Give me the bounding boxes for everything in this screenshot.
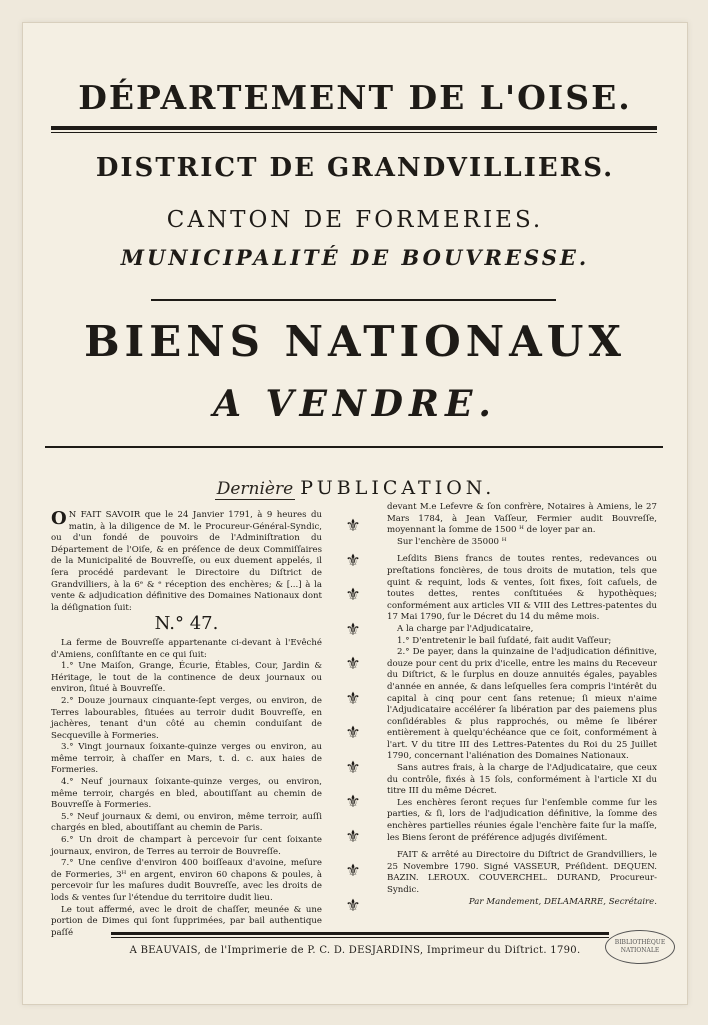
fleur-de-lis-icon: ⚜ [345, 895, 361, 916]
double-rule-top [51, 126, 657, 130]
canton-heading: CANTON DE FORMERIES. [166, 207, 544, 233]
fleur-de-lis-icon: ⚜ [345, 792, 361, 812]
intro-caps: N FAIT SAVOIR [68, 510, 141, 520]
fleur-de-lis-icon: ⚜ [345, 723, 361, 743]
fleur-de-lis-icon: ⚜ [345, 654, 361, 674]
right-paragraph: Leſdits Biens francs de toutes rentes, redevances ou preſtations foncières, de tous droits de mutation, tels que quint & requint, lods & ventes, ſoit fixes, ſoit caſuels, de toutes dettes, rentes conſtituées & hypothèques; conformément aux articles VII & VIII des Lettres-patentes du 17 Mai 1790, ſur le Décret du 14 du même mois. [387, 554, 657, 623]
poster-sheet [22, 22, 688, 1005]
double-rule-bottom-thin [111, 937, 609, 938]
fleur-de-lis-column [341, 513, 365, 927]
divider-rule-long [45, 446, 663, 448]
right-paragraph: 1.° D'entretenir le bail ſuſdaté, fait audit Vaſſeur; [397, 635, 612, 646]
left-paragraph: 3.° Vingt journaux ſoixante-quinze verges ou environ, au même terroir, à chaſſer en Mars, t. d. c. aux haies de Formeries. [51, 742, 322, 776]
fleur-de-lis-icon: ⚜ [345, 585, 361, 605]
fleur-de-lis-icon: ⚜ [345, 757, 361, 778]
drop-cap: O [51, 508, 67, 529]
handwritten-annotation: Dernière [216, 479, 294, 499]
left-paragraph: 7.° Une cenſive d'environ 400 boiſſeaux d'avoine, meſure de Formeries, 3ᴴ en argent, environ 60 chapons & poules, à percevoir ſur les maſures dudit Bouvreſſe, avec les droits de lods & ventes ſur l'étendue du territoire dudit lieu. [51, 858, 322, 903]
municipality-heading: MUNICIPALITÉ DE BOUVRESSE. [120, 245, 590, 270]
printer-imprint: A BEAUVAIS, de l'Imprimerie de P. C. D. DESJARDINS, Imprimeur du Diſtrict. 1790. [129, 945, 581, 956]
right-paragraph: Les enchères ſeront reçues ſur l'enſemble comme ſur les parties, & ſi, lors de l'adjudication définitive, la ſomme des enchères partielles réunies égale l'enchère faite ſur la maſſe, les Biens ſeront de préférence adjugés diviſément. [387, 797, 657, 843]
fleur-de-lis-icon: ⚜ [345, 688, 361, 709]
fleur-de-lis-icon: ⚜ [345, 861, 361, 881]
left-column [51, 510, 322, 939]
fleur-de-lis-icon: ⚜ [345, 550, 361, 571]
closing-paragraph: FAIT & arrêté au Directoire du Diſtrict de Grandvilliers, le 25 Novembre 1790. Signé VASSEUR, Préſident. DEQUEN. BAZIN. LEROUX. COUVERCHEL. DURAND, Procureur-Syndic. [387, 850, 657, 895]
left-paragraph: 6.° Un droit de champart à percevoir ſur cent ſoixante journaux, environ, de Terres au terroir de Bouvreſſe. [51, 835, 322, 857]
right-paragraph: devant M.e Lefevre & ſon confrère, Notaires à Amiens, le 27 Mars 1784, à Jean Vaſſeur, Fermier audit Bouvreſſe, moyennant la ſomme de 1500 ᴴ de loyer par an. [387, 502, 657, 536]
left-paragraph: 1.° Une Maiſon, Grange, Écurie, Étables, Cour, Jardin & Héritage, le tout de la continence de deux journaux ou environ, ſitué à Bouvreſſe. [51, 661, 322, 695]
divider-rule [151, 299, 556, 301]
lot-number: N.° 47. [154, 613, 219, 635]
right-paragraph: A la charge par l'Adjudicataire, [397, 623, 534, 634]
main-title: BIENS NATIONAUX [84, 317, 626, 366]
intro-text: que le 24 Janvier 1791, à 9 heures du matin, à la diligence de M. le Procureur-Général-Syndic, ou d'un fondé de pouvoirs de l'Adminiſtration du Département de l'Oiſe, & en préſence de deux Commiſſaires de la Municipalité de Bouvreſſe, ou eux duement appelés, il ſera procédé pardevant le Directoire du Diſtrict de Grandvilliers, à la 6ᵉ & ᵉ réception des enchères; & [...] à la vente & adjudication définitive des Domaines Nationaux dont la déſignation ſuit: [51, 510, 323, 613]
right-paragraph: Sur l'enchère de 35000 ᴴ [397, 536, 507, 547]
fleur-de-lis-icon: ⚜ [345, 826, 361, 847]
left-paragraph: 2.° Douze journaux cinquante-ſept verges, ou environ, de Terres labourables, ſituées au terroir dudit Bouvreſſe, en jachères, tenant d'un côté au chemin conduiſant de Secqueville à Formeries. [51, 695, 322, 741]
double-rule-top-thin [51, 132, 657, 133]
library-stamp: BIBLIOTHÈQUE NATIONALE [605, 930, 675, 964]
left-paragraph: 4.° Neuf journaux ſoixante-quinze verges, ou environ, même terroir, chargés en bled, aboutiſſant au chemin de Bouvreſſe à Formeries. [51, 777, 322, 811]
left-paragraph: 5.° Neuf journaux & demi, ou environ, même terroir, auſſi chargés en bled, aboutiſſant au chemin de Paris. [51, 811, 322, 834]
right-paragraph: 2.° De payer, dans la quinzaine de l'adjudication définitive, douze pour cent du prix d'icelle, entre les mains du Receveur du Diſtrict, & le ſurplus en douze annuités égales, payables d'année en année, & dans leſquelles ſera compris l'intérêt du capital à cinq pour cent ſans retenue; ſi mieux n'aime l'Adjudicataire accélérer ſa libération par des paiemens plus conſidérables & plus rapprochés, ou même ſe libérer entièrement à quelqu'échéance que ce ſoit, conformément à l'art. V du titre III des Lettres-Patentes du Roi du 25 Juillet 1790, concernant l'aliénation des Domaines Nationaux. [387, 647, 657, 762]
fleur-de-lis-icon: ⚜ [345, 516, 361, 536]
department-heading: DÉPARTEMENT DE L'OISE. [78, 78, 632, 117]
right-paragraph: Sans autres frais, à la charge de l'Adjudicataire, que ceux du contrôle, fixés à 15 ſols, conformément à l'article XI du titre III du même Décret. [387, 763, 657, 797]
district-heading: DISTRICT DE GRANDVILLIERS. [95, 153, 615, 183]
fleur-de-lis-icon: ⚜ [345, 619, 361, 640]
signature-line: Par Mandement, DELAMARRE, Secrétaire. [468, 896, 657, 907]
publication-line [23, 477, 687, 499]
double-rule-bottom [111, 932, 609, 935]
left-paragraph: Le tout affermé, avec le droit de chaſſer, meunée & une portion de Dimes qui ſont ſupprimées, par bail authentique paſſé [51, 904, 322, 938]
left-paragraph: La ferme de Bouvreſſe appartenante ci-devant à l'Evêché d'Amiens, conſiſtante en ce qui ſuit: [51, 637, 322, 660]
intro-paragraph [51, 510, 322, 614]
main-subtitle: A VENDRE. [213, 383, 497, 425]
publication-label: PUBLICATION. [300, 477, 496, 499]
right-column [387, 502, 657, 908]
